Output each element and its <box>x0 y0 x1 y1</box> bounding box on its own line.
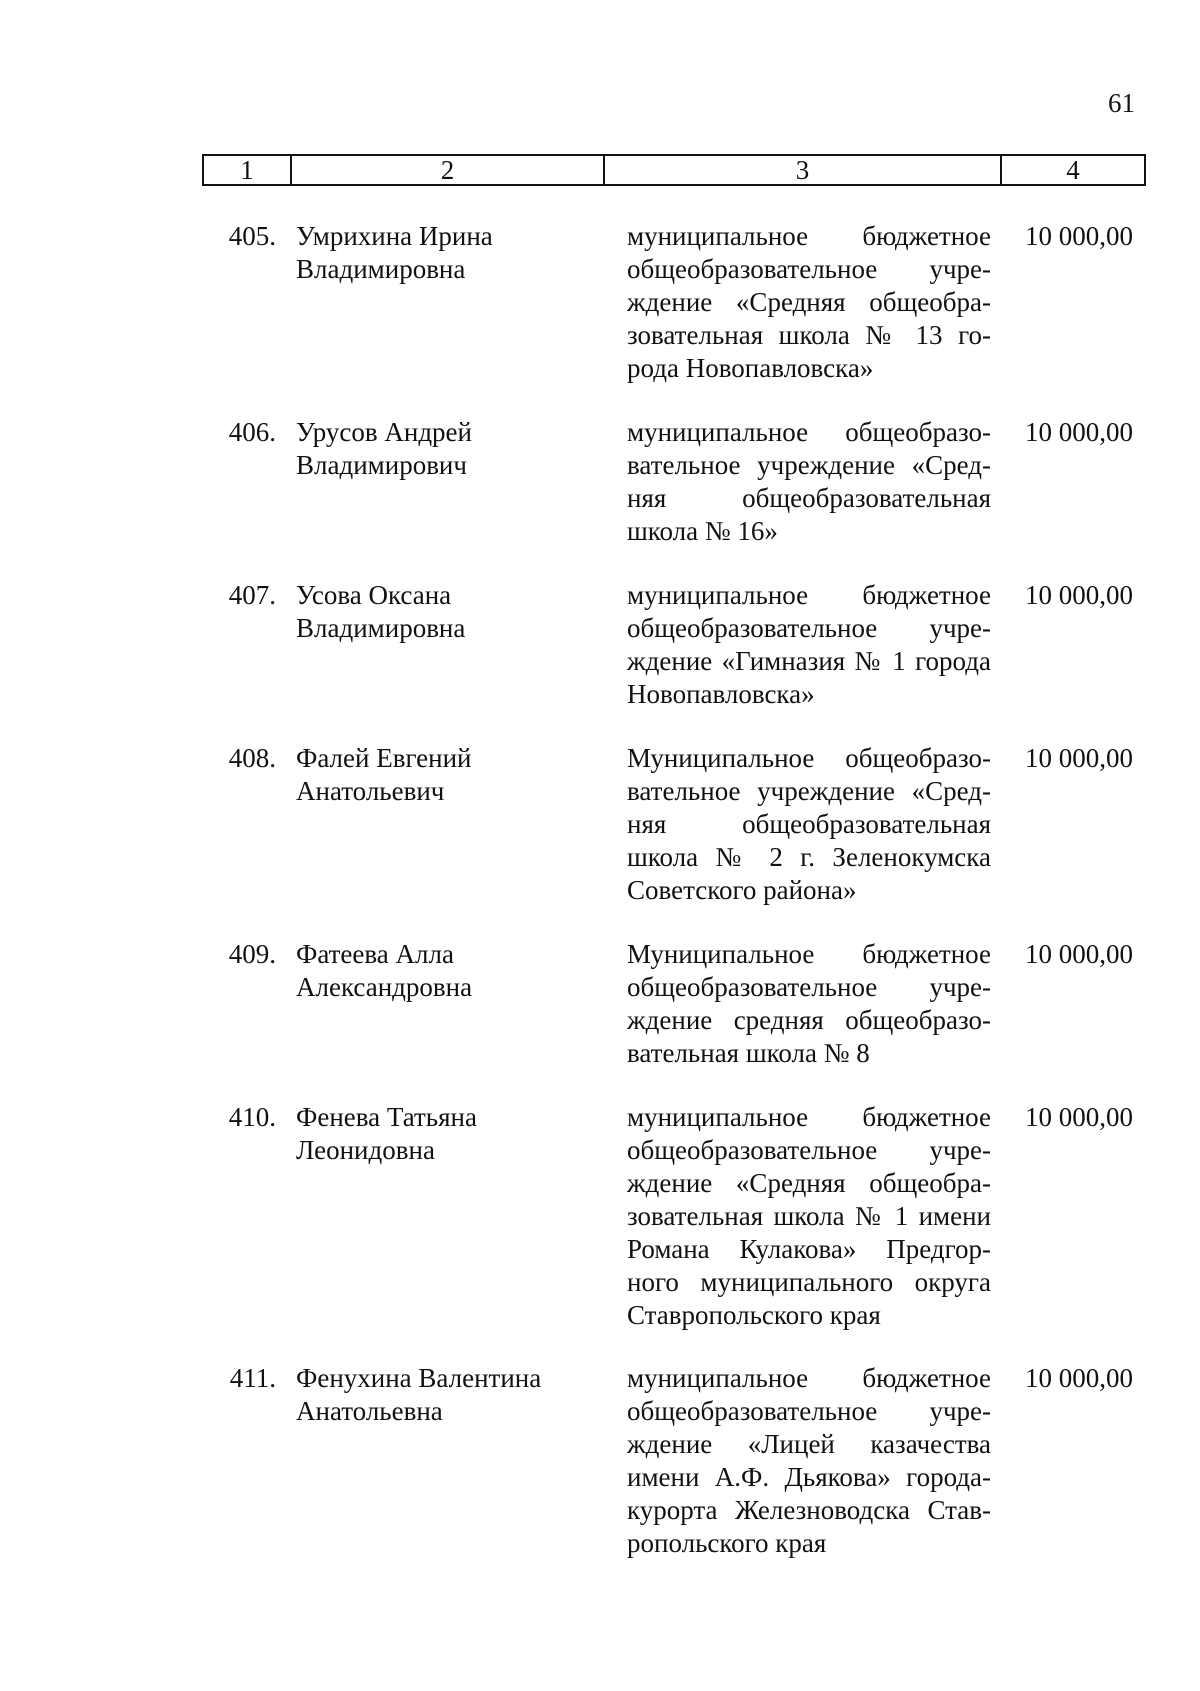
organization <box>627 416 991 548</box>
org-line: школа № 16» <box>627 516 778 546</box>
entry-number: 411. <box>229 1363 276 1393</box>
name-line: Леонидовна <box>296 1135 435 1165</box>
name-line: Александровна <box>296 972 473 1002</box>
org-line: общеобразовательное учре- <box>627 254 991 284</box>
organization <box>627 579 991 711</box>
org-line: зовательная школа № 13 го- <box>627 320 991 350</box>
entry-number: 407. <box>228 580 276 610</box>
org-line: Муниципальное бюджетное <box>627 939 991 969</box>
page-number: 61 <box>1108 88 1135 118</box>
column-header-2: 2 <box>292 156 605 184</box>
person-name <box>296 220 596 286</box>
org-line: рода Новопавловска» <box>627 353 874 383</box>
org-line: общеобразовательное учре- <box>627 613 991 643</box>
org-line: муниципальное бюджетное <box>627 221 991 251</box>
entry-number: 406. <box>228 417 276 447</box>
org-line: ждение «Средняя общеобра- <box>627 287 991 317</box>
org-line: Новопавловска» <box>627 679 815 709</box>
person-name <box>296 1362 596 1428</box>
org-line: няя общеобразовательная <box>627 809 991 839</box>
amount: 10 000,00 <box>1025 939 1133 969</box>
org-line: курорта Железноводска Став- <box>627 1495 991 1525</box>
name-line: Фалей Евгений <box>296 743 472 773</box>
org-line: муниципальное бюджетное <box>627 1363 991 1393</box>
name-line: Владимировна <box>296 613 466 643</box>
name-line: Фенухина Валентина <box>296 1363 542 1393</box>
org-line: ждение «Средняя общеобра- <box>627 1168 991 1198</box>
org-line: ного муниципального округа <box>627 1267 991 1297</box>
column-header-row <box>202 154 1146 186</box>
org-line: школа № 2 г. Зеленокумска <box>627 842 991 872</box>
organization <box>627 938 991 1070</box>
name-line: Владимировна <box>296 254 466 284</box>
name-line: Анатольевич <box>296 776 445 806</box>
org-line: вательная школа № 8 <box>627 1038 870 1068</box>
org-line: вательное учреждение «Сред- <box>627 450 991 480</box>
org-line: Романа Кулакова» Предгор- <box>627 1234 991 1264</box>
name-line: Фенева Татьяна <box>296 1102 477 1132</box>
column-header-4: 4 <box>1066 155 1080 185</box>
amount: 10 000,00 <box>1025 1102 1133 1132</box>
name-line: Владимирович <box>296 450 467 480</box>
entry-number: 410. <box>228 1102 276 1132</box>
organization <box>627 1362 991 1560</box>
name-line: Анатольевна <box>296 1396 443 1426</box>
person-name <box>296 416 596 482</box>
entry-number: 408. <box>228 743 276 773</box>
org-line: имени А.Ф. Дьякова» города- <box>627 1462 991 1492</box>
name-line: Фатеева Алла <box>296 939 454 969</box>
person-name <box>296 742 596 808</box>
organization <box>627 1101 991 1332</box>
org-line: няя общеобразовательная <box>627 483 991 513</box>
org-line: ждение «Лицей казачества <box>627 1429 991 1459</box>
org-line: муниципальное бюджетное <box>627 580 991 610</box>
org-line: муниципальное общеобразо- <box>627 417 991 447</box>
organization <box>627 742 991 907</box>
amount: 10 000,00 <box>1025 743 1133 773</box>
column-header-1: 1 <box>204 156 292 184</box>
org-line: общеобразовательное учре- <box>627 972 991 1002</box>
person-name <box>296 1101 596 1167</box>
entry-number: 405. <box>228 221 276 251</box>
org-line: зовательная школа № 1 имени <box>627 1201 991 1231</box>
org-line: ждение «Гимназия № 1 города <box>627 646 991 676</box>
org-line: Муниципальное общеобразо- <box>627 743 991 773</box>
organization <box>627 220 991 385</box>
org-line: муниципальное бюджетное <box>627 1102 991 1132</box>
entry-number: 409. <box>228 939 276 969</box>
amount: 10 000,00 <box>1025 417 1133 447</box>
name-line: Усова Оксана <box>296 580 452 610</box>
org-line: Ставропольского края <box>627 1300 881 1330</box>
amount: 10 000,00 <box>1025 580 1133 610</box>
name-line: Умрихина Ирина <box>296 221 493 251</box>
person-name <box>296 579 596 645</box>
org-line: ропольского края <box>627 1528 827 1558</box>
org-line: Советского района» <box>627 875 857 905</box>
person-name <box>296 938 596 1004</box>
org-line: общеобразовательное учре- <box>627 1135 991 1165</box>
org-line: ждение средняя общеобразо- <box>627 1005 991 1035</box>
column-header-3: 3 <box>605 156 1002 184</box>
name-line: Урусов Андрей <box>296 417 472 447</box>
org-line: общеобразовательное учре- <box>627 1396 991 1426</box>
amount: 10 000,00 <box>1025 221 1133 251</box>
org-line: вательное учреждение «Сред- <box>627 776 991 806</box>
amount: 10 000,00 <box>1025 1363 1133 1393</box>
